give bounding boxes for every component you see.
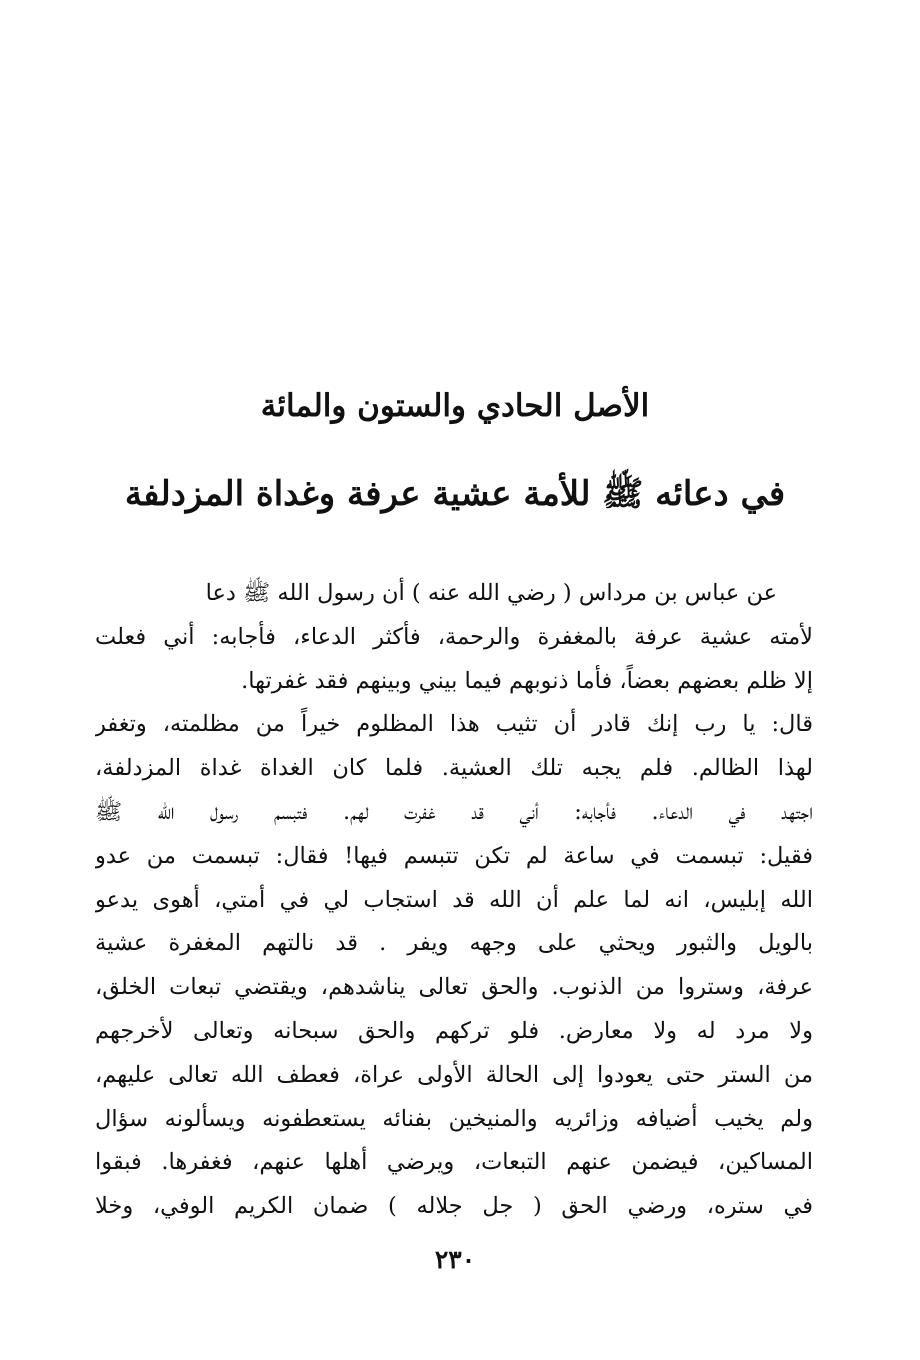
page-number: ٢٣٠ bbox=[434, 1245, 476, 1274]
text-line: إلا ظلم بعضهم بعضاً، فأما ذنوبهم فيما بيني وبينهم فقد غفرتها. bbox=[241, 667, 813, 694]
text-line: عن عباس بن مرداس ( رضي الله عنه ) أن رسول الله ﷺ دعا bbox=[205, 580, 777, 606]
text-line: عرفة، وستروا من الذنوب. والحق تعالى يناشدهم، ويقتضي تبعات الخلق، bbox=[95, 974, 813, 1001]
text-line: ولا مرد له ولا معارض. فلو تركهم والحق سبحانه وتعالى لأخرجهم bbox=[95, 1017, 813, 1044]
text-line: لأمته عشية عرفة بالمغفرة والرحمة، فأكثر الدعاء، فأجابه: أني فعلت bbox=[95, 623, 813, 650]
chapter-title: الأصل الحادي والستون والمائة bbox=[260, 388, 650, 424]
text-line: ولم يخيب أضيافه وزائريه والمنيخين بفنائه يستعطفونه ويسألونه سؤال bbox=[95, 1105, 813, 1132]
text-line: اجتهد في الدعاء. فأجابه: أني قد غفرت لهم. فتبسم رسول الله ﷺ bbox=[95, 798, 813, 825]
text-line: لهذا الظالم. فلم يجبه تلك العشية. فلما كان الغداة غداة المزدلفة، bbox=[95, 755, 813, 782]
text-line: في ستره، ورضي الحق ( جل جلاله ) ضمان الكريم الوفي، وخلا bbox=[95, 1193, 813, 1220]
body-paragraph bbox=[95, 572, 813, 1229]
chapter-subtitle: في دعائه ﷺ للأمة عشية عرفة وغداة المزدلفة bbox=[124, 474, 786, 514]
text-line: من الستر حتى يعودوا إلى الحالة الأولى عراة، فعطف الله تعالى عليهم، bbox=[95, 1061, 813, 1088]
text-line: الله إبليس، انه لما علم أن الله قد استجاب لي في أمتي، أهوى يدعو bbox=[95, 886, 813, 913]
text-line: فقيل: تبسمت في ساعة لم تكن تتبسم فيها! فقال: تبسمت من عدو bbox=[95, 842, 813, 869]
text-line: المساكين، فيضمن عنهم التبعات، ويرضي أهلها عنهم، فغفرها. فبقوا bbox=[95, 1149, 813, 1176]
text-line: قال: يا رب إنك قادر أن تثيب هذا المظلوم خيراً من مظلمته، وتغفر bbox=[95, 711, 813, 738]
text-line: بالويل والثبور ويحثي على وجهه ويفر . قد نالتهم المغفرة عشية bbox=[95, 930, 813, 957]
